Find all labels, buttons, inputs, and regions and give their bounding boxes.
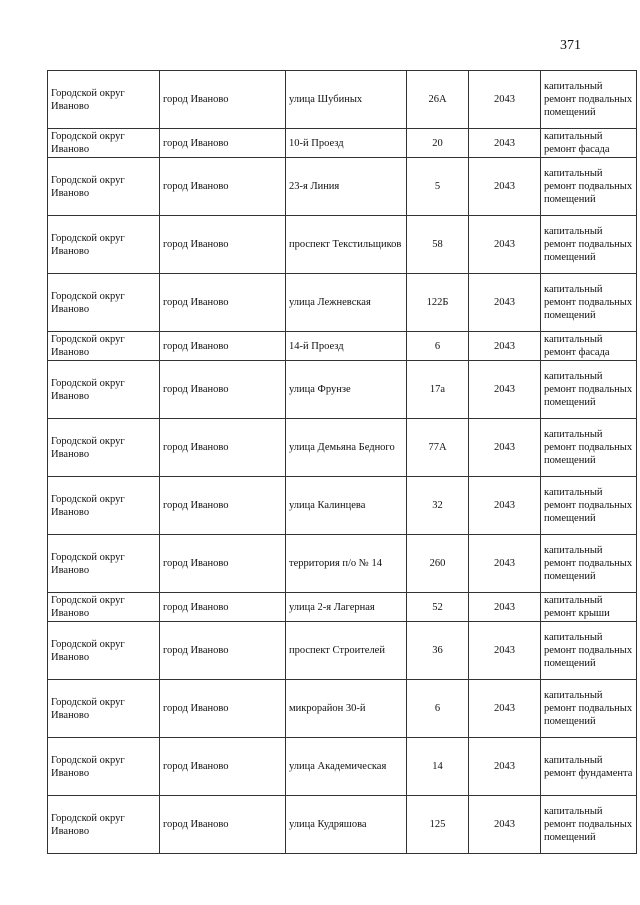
house-cell: 122Б bbox=[407, 274, 469, 332]
city-cell: город Иваново bbox=[160, 419, 286, 477]
city-cell: город Иваново bbox=[160, 535, 286, 593]
street-cell: улица Фрунзе bbox=[286, 361, 407, 419]
house-cell: 77А bbox=[407, 419, 469, 477]
table-row bbox=[48, 129, 637, 158]
year-cell: 2043 bbox=[469, 477, 541, 535]
street-cell: территория п/о № 14 bbox=[286, 535, 407, 593]
table-row bbox=[48, 738, 637, 796]
municipality-cell: Городской округ Иваново bbox=[48, 158, 160, 216]
municipality-cell: Городской округ Иваново bbox=[48, 361, 160, 419]
table-row bbox=[48, 796, 637, 854]
table-row bbox=[48, 680, 637, 738]
table-row bbox=[48, 216, 637, 274]
street-cell: улица Шубиных bbox=[286, 71, 407, 129]
table-row bbox=[48, 361, 637, 419]
city-cell: город Иваново bbox=[160, 158, 286, 216]
table-row bbox=[48, 535, 637, 593]
year-cell: 2043 bbox=[469, 593, 541, 622]
street-cell: улица Демьяна Бедного bbox=[286, 419, 407, 477]
work-type-cell: капитальный ремонт подвальных помещений bbox=[541, 361, 637, 419]
city-cell: город Иваново bbox=[160, 796, 286, 854]
city-cell: город Иваново bbox=[160, 129, 286, 158]
house-cell: 14 bbox=[407, 738, 469, 796]
house-cell: 17а bbox=[407, 361, 469, 419]
street-cell: проспект Текстильщиков bbox=[286, 216, 407, 274]
city-cell: город Иваново bbox=[160, 680, 286, 738]
work-type-cell: капитальный ремонт подвальных помещений bbox=[541, 622, 637, 680]
table-row bbox=[48, 622, 637, 680]
house-cell: 6 bbox=[407, 680, 469, 738]
work-type-cell: капитальный ремонт подвальных помещений bbox=[541, 477, 637, 535]
street-cell: улица Калинцева bbox=[286, 477, 407, 535]
year-cell: 2043 bbox=[469, 274, 541, 332]
municipality-cell: Городской округ Иваново bbox=[48, 593, 160, 622]
municipality-cell: Городской округ Иваново bbox=[48, 216, 160, 274]
street-cell: улица 2-я Лагерная bbox=[286, 593, 407, 622]
work-type-cell: капитальный ремонт подвальных помещений bbox=[541, 216, 637, 274]
repair-schedule-table bbox=[47, 70, 637, 854]
street-cell: 14-й Проезд bbox=[286, 332, 407, 361]
page-number: 371 bbox=[560, 38, 581, 53]
year-cell: 2043 bbox=[469, 738, 541, 796]
street-cell: улица Лежневская bbox=[286, 274, 407, 332]
house-cell: 58 bbox=[407, 216, 469, 274]
city-cell: город Иваново bbox=[160, 593, 286, 622]
work-type-cell: капитальный ремонт подвальных помещений bbox=[541, 158, 637, 216]
year-cell: 2043 bbox=[469, 158, 541, 216]
street-cell: микрорайон 30-й bbox=[286, 680, 407, 738]
year-cell: 2043 bbox=[469, 622, 541, 680]
municipality-cell: Городской округ Иваново bbox=[48, 738, 160, 796]
year-cell: 2043 bbox=[469, 361, 541, 419]
house-cell: 20 bbox=[407, 129, 469, 158]
year-cell: 2043 bbox=[469, 535, 541, 593]
municipality-cell: Городской округ Иваново bbox=[48, 477, 160, 535]
house-cell: 52 bbox=[407, 593, 469, 622]
table-row bbox=[48, 332, 637, 361]
street-cell: проспект Строителей bbox=[286, 622, 407, 680]
house-cell: 32 bbox=[407, 477, 469, 535]
year-cell: 2043 bbox=[469, 680, 541, 738]
city-cell: город Иваново bbox=[160, 274, 286, 332]
house-cell: 260 bbox=[407, 535, 469, 593]
municipality-cell: Городской округ Иваново bbox=[48, 796, 160, 854]
city-cell: город Иваново bbox=[160, 332, 286, 361]
street-cell: 10-й Проезд bbox=[286, 129, 407, 158]
year-cell: 2043 bbox=[469, 216, 541, 274]
municipality-cell: Городской округ Иваново bbox=[48, 71, 160, 129]
work-type-cell: капитальный ремонт подвальных помещений bbox=[541, 535, 637, 593]
municipality-cell: Городской округ Иваново bbox=[48, 622, 160, 680]
table-row bbox=[48, 158, 637, 216]
work-type-cell: капитальный ремонт подвальных помещений bbox=[541, 796, 637, 854]
municipality-cell: Городской округ Иваново bbox=[48, 680, 160, 738]
street-cell: улица Кудряшова bbox=[286, 796, 407, 854]
street-cell: 23-я Линия bbox=[286, 158, 407, 216]
year-cell: 2043 bbox=[469, 332, 541, 361]
house-cell: 36 bbox=[407, 622, 469, 680]
house-cell: 6 bbox=[407, 332, 469, 361]
street-cell: улица Академическая bbox=[286, 738, 407, 796]
year-cell: 2043 bbox=[469, 71, 541, 129]
house-cell: 125 bbox=[407, 796, 469, 854]
year-cell: 2043 bbox=[469, 796, 541, 854]
work-type-cell: капитальный ремонт фундамента bbox=[541, 738, 637, 796]
municipality-cell: Городской округ Иваново bbox=[48, 129, 160, 158]
house-cell: 5 bbox=[407, 158, 469, 216]
city-cell: город Иваново bbox=[160, 477, 286, 535]
work-type-cell: капитальный ремонт фасада bbox=[541, 332, 637, 361]
table-row bbox=[48, 593, 637, 622]
house-cell: 26А bbox=[407, 71, 469, 129]
city-cell: город Иваново bbox=[160, 71, 286, 129]
municipality-cell: Городской округ Иваново bbox=[48, 535, 160, 593]
municipality-cell: Городской округ Иваново bbox=[48, 274, 160, 332]
municipality-cell: Городской округ Иваново bbox=[48, 419, 160, 477]
year-cell: 2043 bbox=[469, 419, 541, 477]
work-type-cell: капитальный ремонт подвальных помещений bbox=[541, 680, 637, 738]
work-type-cell: капитальный ремонт подвальных помещений bbox=[541, 274, 637, 332]
city-cell: город Иваново bbox=[160, 738, 286, 796]
municipality-cell: Городской округ Иваново bbox=[48, 332, 160, 361]
city-cell: город Иваново bbox=[160, 216, 286, 274]
work-type-cell: капитальный ремонт подвальных помещений bbox=[541, 419, 637, 477]
table-row bbox=[48, 274, 637, 332]
table-row bbox=[48, 477, 637, 535]
work-type-cell: капитальный ремонт крыши bbox=[541, 593, 637, 622]
city-cell: город Иваново bbox=[160, 622, 286, 680]
table-row bbox=[48, 419, 637, 477]
table-row bbox=[48, 71, 637, 129]
work-type-cell: капитальный ремонт подвальных помещений bbox=[541, 71, 637, 129]
city-cell: город Иваново bbox=[160, 361, 286, 419]
work-type-cell: капитальный ремонт фасада bbox=[541, 129, 637, 158]
year-cell: 2043 bbox=[469, 129, 541, 158]
